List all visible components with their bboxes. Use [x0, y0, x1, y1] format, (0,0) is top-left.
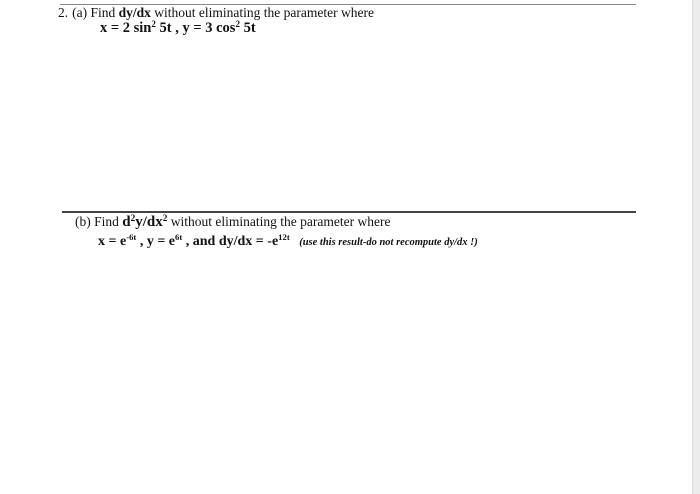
eq-a-y-lhs: y = 3 cos	[182, 20, 236, 36]
target-x-exp: 2	[162, 213, 168, 224]
eq-b-sep1: ,	[136, 234, 147, 249]
eq-a-x-tail: 5t ,	[155, 20, 179, 36]
eq-b-x-lhs: x = e	[98, 234, 127, 249]
eq-b-y-lhs: y = e	[146, 234, 176, 249]
eq-a-y-exp: 2	[235, 19, 240, 30]
target-d-exp: 2	[130, 213, 136, 224]
target-d: d	[122, 214, 131, 230]
eq-b-y-exp: 6t	[175, 232, 183, 243]
part-b-rest: without eliminating the parameter where	[170, 214, 391, 229]
question-2b-prompt	[75, 214, 390, 231]
eq-a-x-lhs: x = 2 sin	[100, 20, 152, 36]
page-edge	[692, 0, 700, 494]
part-a-rest: without eliminating the parameter where	[154, 5, 374, 20]
question-number: 2.	[58, 5, 69, 20]
eq-b-x-exp: -6t	[126, 232, 137, 243]
part-b-note: (use this result-do not recompute dy/dx !)	[299, 237, 478, 248]
target-mid: y/dx	[135, 214, 163, 230]
part-a-equation	[100, 20, 256, 37]
part-b-target	[122, 214, 167, 230]
part-a-label: (a) Find	[72, 5, 116, 20]
eq-a-y-tail: 5t	[239, 20, 256, 36]
question-2a-prompt	[58, 5, 374, 21]
part-b-equation	[98, 234, 478, 250]
eq-b-dydx-exp: 12t	[278, 232, 290, 243]
eq-b-sep2: , and dy/dx = -e	[182, 234, 279, 249]
eq-a-x-exp: 2	[151, 19, 156, 30]
section-divider	[62, 211, 636, 213]
part-a-target: dy/dx	[118, 5, 151, 20]
part-b-label: (b) Find	[75, 214, 119, 229]
